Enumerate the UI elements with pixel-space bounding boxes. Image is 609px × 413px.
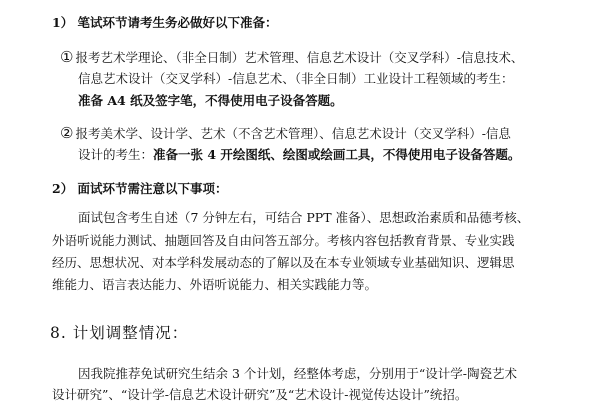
item1-marker: ① [60,48,74,66]
item1-line2: 信息艺术设计（交叉学科）-信息艺术、（非全日制）工业设计工程领域的考生： [78,71,514,86]
item2-line2 [78,146,520,164]
section2-heading: 2） 面试环节需注意以下事项： [52,181,228,196]
item1-line1 [60,48,523,67]
item2-marker: ② [60,124,74,142]
section8-line1: 因我院推荐免试研究生结余 3 个计划，经整体考虑，分别用于“设计学-陶瓷艺术 [78,366,518,381]
section2-line3: 经历、思想状况、对本学科发展动态的了解以及在本专业领域专业基础知识、逻辑思 [52,255,515,270]
section1-heading: 1） 笔试环节请考生务必做好以下准备： [52,15,278,30]
section2-line1: 面试包含考生自述（7 分钟左右，可结合 PPT 准备）、思想政治素质和品德考核、 [78,210,530,225]
section2-line4: 维能力、语言表达能力、外语听说能力、相关实践能力等。 [52,277,378,292]
item1-line1-text: 报考艺术学理论、（非全日制）艺术管理、信息艺术设计（交叉学科）-信息技术、 [75,50,524,65]
section8-line2: 设计研究”、“设计学-信息艺术设计研究”及“艺术设计-视觉传达设计”统招。 [52,387,468,402]
section8-heading: 8. 计划调整情况： [50,324,189,342]
item2-line2-bold: 准备一张 4 开绘图纸、绘图或绘画工具，不得使用电子设备答题。 [153,147,521,162]
item2-line1-text: 报考美术学、设计学、艺术（不含艺术管理）、信息艺术设计（交叉学科）-信息 [75,126,511,141]
item2-line2-normal: 设计的考生： [78,147,154,162]
section2-line2: 外语听说能力测试、抽题回答及自由问答五部分。考核内容包括教育背景、专业实践 [52,233,515,248]
item1-line3: 准备 A4 纸及签字笔，不得使用电子设备答题。 [78,93,343,108]
item2-line1 [60,124,511,143]
